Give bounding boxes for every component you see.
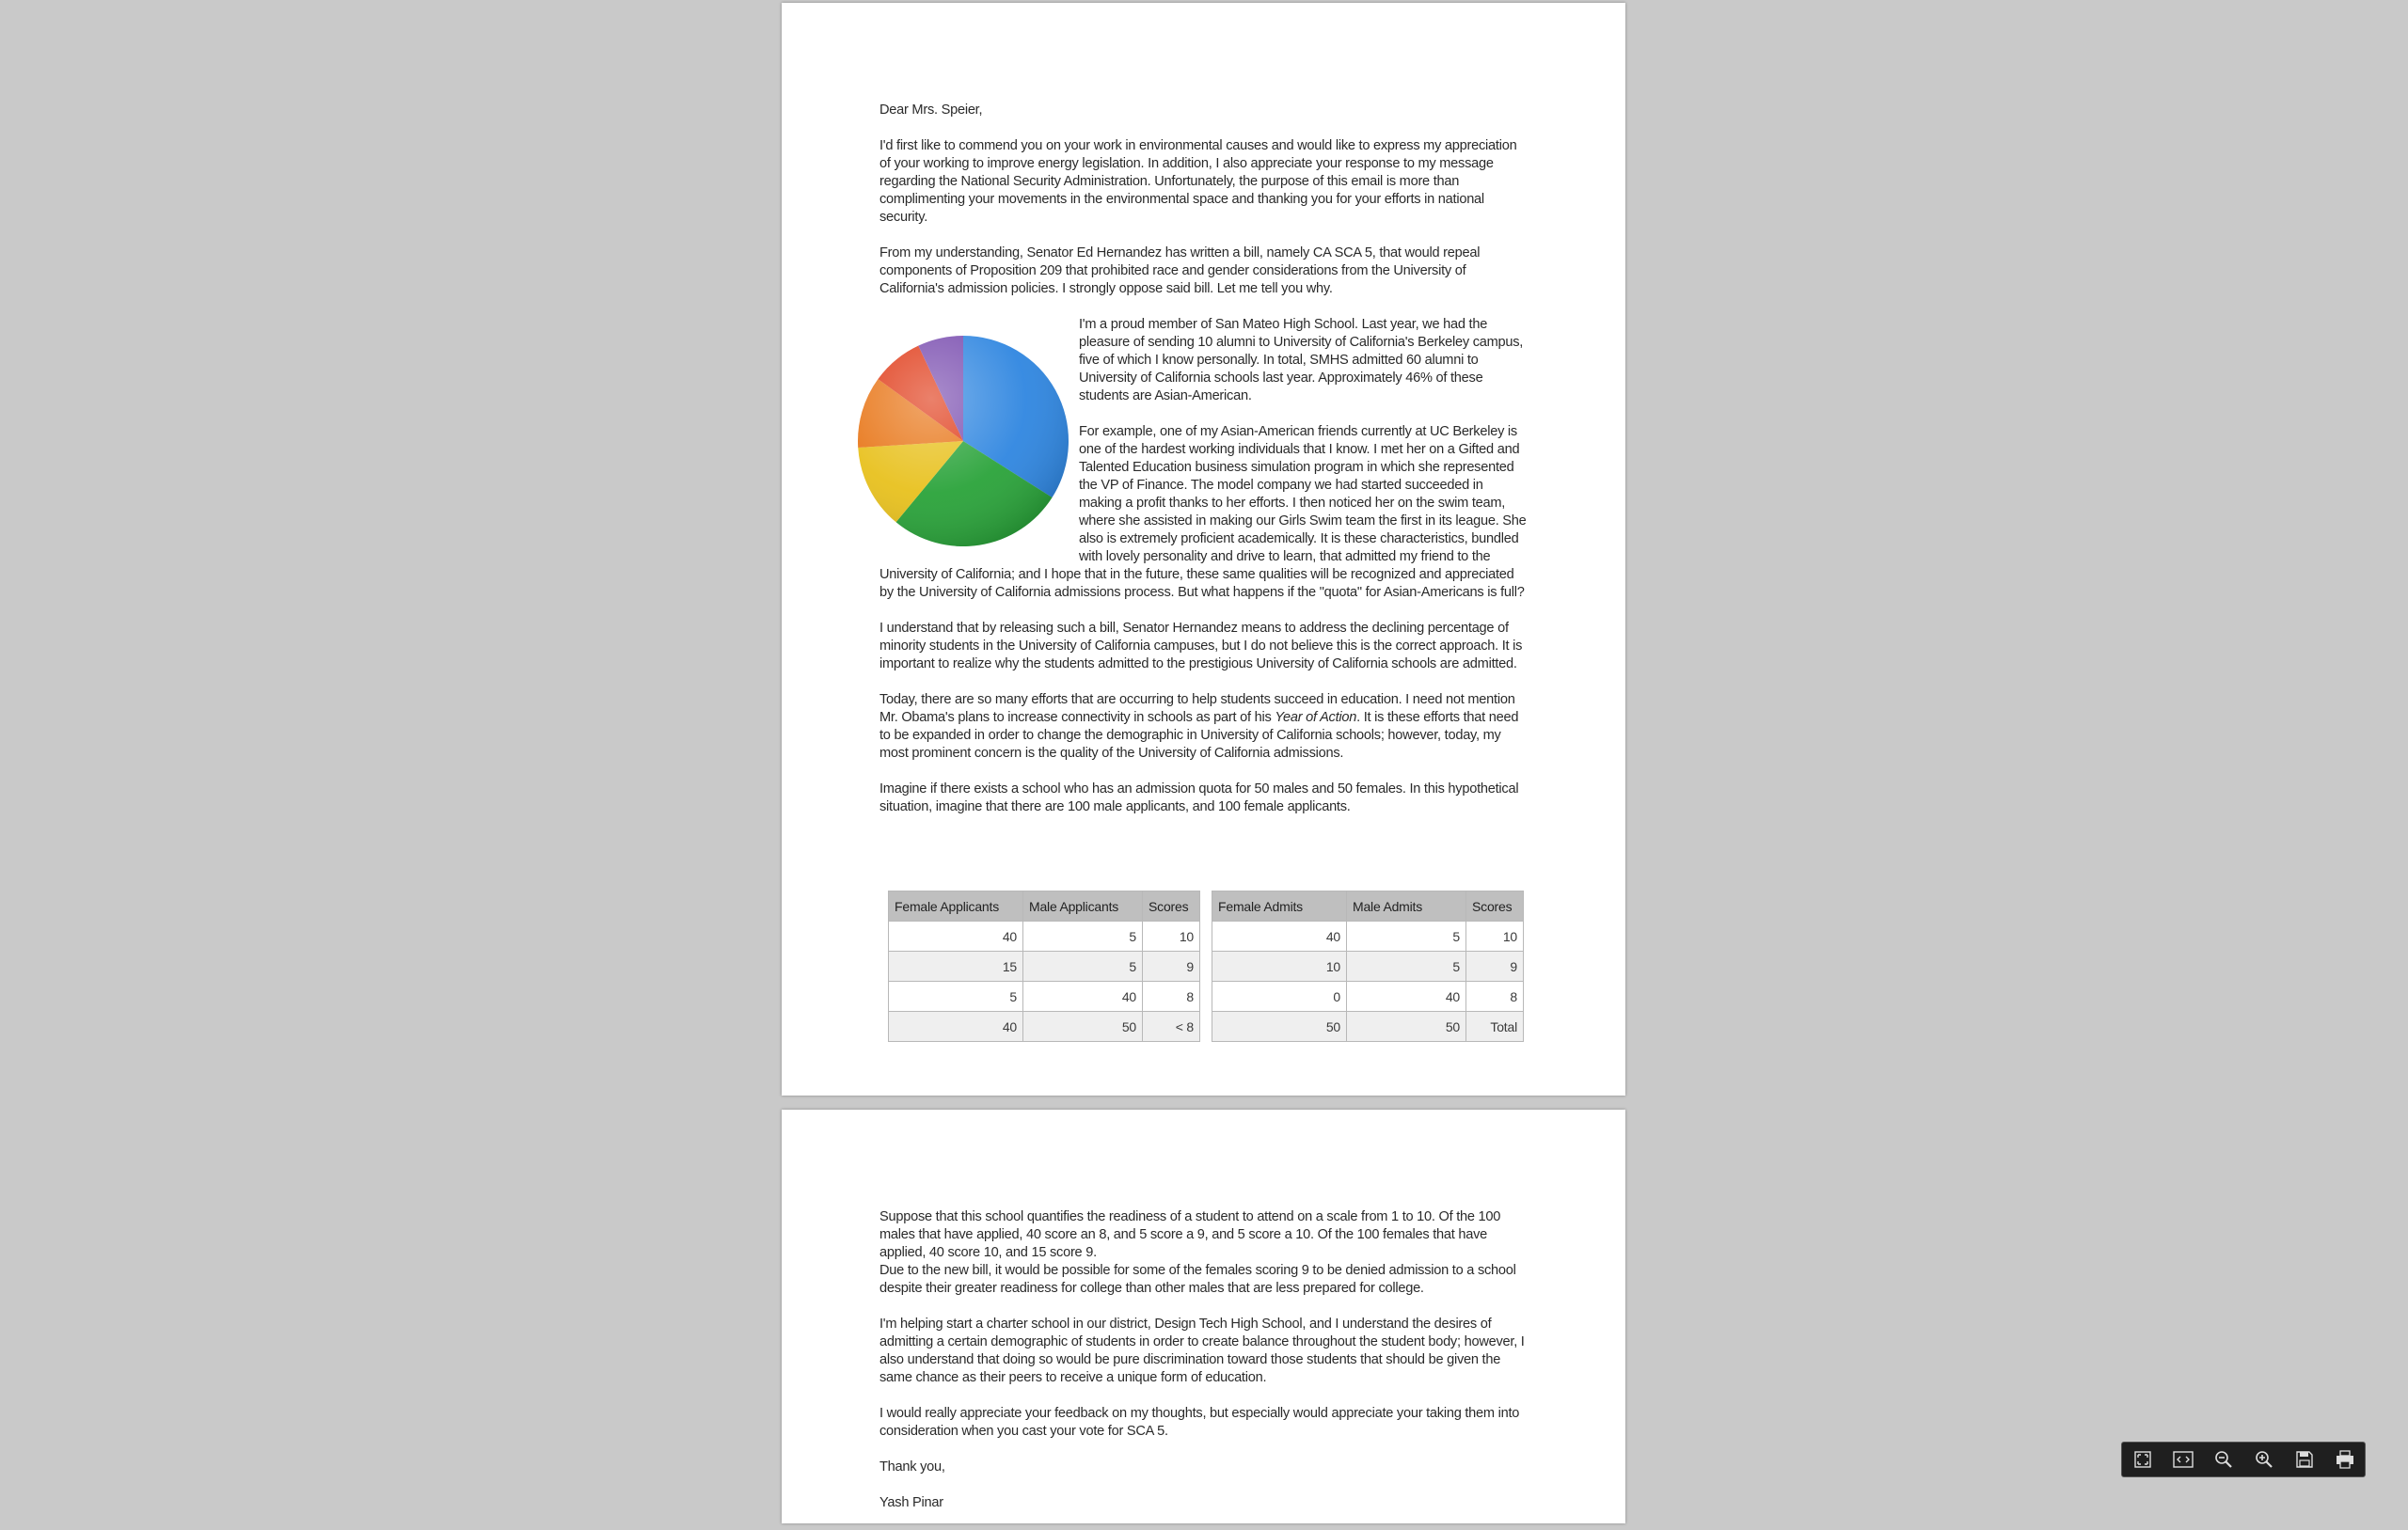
paragraph-1: I'd first like to commend you on your work in environmental causes and would like to express my appreciation of your working to improve energy legislation. In addition, I also appreciate your response to my message regarding the National Security Administration. Unfortunately, the purpose of this email is more than complimenting your movements in the environmental space and thanking you for your efforts in national security. (879, 138, 1517, 225)
table-row (889, 952, 1200, 982)
greeting: Dear Mrs. Speier, (879, 103, 983, 118)
table-cell: 8 (1143, 982, 1200, 1012)
document-page-1 (782, 3, 1625, 1096)
fit-page-button[interactable] (2127, 1445, 2159, 1474)
table-header: Female Admits (1212, 891, 1347, 922)
table-header: Scores (1466, 891, 1524, 922)
table-cell: 50 (1023, 1012, 1143, 1042)
score-tables (888, 891, 1528, 1041)
paragraph-3: I'm a proud member of San Mateo High School. Last year, we had the pleasure of sending 10 alumni to University of California's Berkeley campus, five of which I know personally. In total, SMHS admitted 60 alumni to University of California schools last year. Approximately 46% of these students are Asian-American. (1079, 317, 1524, 403)
table-header: Male Applicants (1023, 891, 1143, 922)
table-cell: 10 (1143, 922, 1200, 952)
table-cell: 40 (1023, 982, 1143, 1012)
table-cell: 40 (889, 1012, 1023, 1042)
zoom-out-button[interactable] (2208, 1445, 2240, 1474)
pie-chart-graphic (857, 335, 1069, 547)
table-header-row (1212, 891, 1524, 922)
table-cell: 15 (889, 952, 1023, 982)
table-row (1212, 982, 1524, 1012)
table-header: Female Applicants (889, 891, 1023, 922)
paragraph-8-end: Due to the new bill, it would be possible for some of the females scoring 9 to be denied admission to a school despite their greater readiness for college than other males that are less prepared for college. (879, 1263, 1516, 1296)
table-cell: 10 (1212, 952, 1347, 982)
table-cell: < 8 (1143, 1012, 1200, 1042)
signature: Yash Pinar (879, 1495, 943, 1510)
applicants-table (888, 891, 1200, 1042)
paragraph-9: I'm helping start a charter school in our district, Design Tech High School, and I understand the desires of admitting a certain demographic of students in order to create balance throughout the student body; however, I also understand that doing so would be pure discrimination toward those students that should be given the same chance as their peers to receive a unique form of education. (879, 1317, 1525, 1385)
table-cell: 40 (1212, 922, 1347, 952)
pie-chart (857, 335, 1069, 547)
save-button[interactable] (2289, 1445, 2321, 1474)
fit-page-icon (2132, 1449, 2153, 1470)
paragraph-7: Imagine if there exists a school who has an admission quota for 50 males and 50 females. In this hypothetical situation, imagine that there are 100 male applicants, and 100 female applicants. (879, 781, 1519, 814)
viewer-toolbar (2121, 1442, 2366, 1477)
table-row (1212, 1012, 1524, 1042)
table-header: Male Admits (1347, 891, 1466, 922)
paragraph-6-italic: Year of Action (1275, 710, 1357, 725)
letter-body-page-1 (879, 102, 1529, 834)
table-cell: 5 (1023, 952, 1143, 982)
table-cell: 5 (1347, 922, 1466, 952)
table-row (1212, 952, 1524, 982)
paragraph-6-start: Today, there are so many efforts that are occurring to help students succeed in education. I need not mention Mr. Obama's plans to increase connectivity in schools as part of his (879, 692, 1515, 725)
paragraph-6-end: . It is these efforts that need to be expanded in order to change the demographic in University of California schools; however, today, my most prominent concern is the quality of the University of California admissions. (879, 710, 1519, 761)
table-header-row (889, 891, 1200, 922)
table-cell: 40 (1347, 982, 1466, 1012)
table-cell: 9 (1143, 952, 1200, 982)
table-cell: 50 (1347, 1012, 1466, 1042)
navigate-pages-button[interactable] (2167, 1445, 2199, 1474)
letter-body-page-2 (879, 1208, 1529, 1530)
pie-shading (858, 336, 1069, 546)
paragraph-6 (879, 691, 1529, 763)
table-row (889, 982, 1200, 1012)
paragraph-8 (879, 1208, 1529, 1298)
paragraph-5: I understand that by releasing such a bill, Senator Hernandez means to address the declining percentage of minority students in the University of California campuses, but I do not believe this is the correct approach. It is important to realize why the students admitted to the prestigious University of California schools are admitted. (879, 621, 1523, 671)
paragraph-4: For example, one of my Asian-American friends currently at UC Berkeley is one of the hardest working individuals that I know. I met her on a Gifted and Talented Education business simulation program in which she represented the VP of Finance. The model company we had started succeeded in making a profit thanks to her efforts. I then noticed her on the swim team, where she assisted in making our Girls Swim team the first in its league. She also is extremely proficient academically. It is these characteristics, bundled with lovely personality and drive to learn, that admitted my friend to the University of California; and I hope that in the future, these same qualities will be recognized and appreciated by the University of California admissions process. But what happens if the "quota" for Asian-Americans is full? (879, 424, 1527, 600)
table-row (889, 1012, 1200, 1042)
table-cell: 5 (889, 982, 1023, 1012)
table-cell: 5 (1347, 952, 1466, 982)
zoom-out-icon (2213, 1449, 2234, 1470)
print-button[interactable] (2329, 1445, 2361, 1474)
table-cell: 40 (889, 922, 1023, 952)
table-header: Scores (1143, 891, 1200, 922)
save-icon (2294, 1449, 2315, 1470)
table-cell: 50 (1212, 1012, 1347, 1042)
print-icon (2335, 1449, 2355, 1470)
table-row (1212, 922, 1524, 952)
document-page-2 (782, 1110, 1625, 1523)
table-cell: Total (1466, 1012, 1524, 1042)
closing: Thank you, (879, 1459, 945, 1475)
table-cell: 0 (1212, 982, 1347, 1012)
table-cell: 8 (1466, 982, 1524, 1012)
zoom-in-icon (2254, 1449, 2274, 1470)
table-cell: 9 (1466, 952, 1524, 982)
admits-table (1212, 891, 1524, 1042)
table-row (889, 922, 1200, 952)
table-cell: 10 (1466, 922, 1524, 952)
navigate-pages-icon (2172, 1449, 2194, 1470)
paragraph-8-start: Suppose that this school quantifies the readiness of a student to attend on a scale from 1 to 10. Of the 100 males that have applied, 40 score an 8, and 5 score a 9, and 5 score a 10. Of the 100 females that have applied, 40 score 10, and 15 score 9. (879, 1209, 1501, 1260)
zoom-in-button[interactable] (2248, 1445, 2280, 1474)
paragraph-10: I would really appreciate your feedback on my thoughts, but especially would appreciate your taking them into consideration when you cast your vote for SCA 5. (879, 1406, 1520, 1439)
table-cell: 5 (1023, 922, 1143, 952)
paragraph-2: From my understanding, Senator Ed Hernandez has written a bill, namely CA SCA 5, that would repeal components of Proposition 209 that prohibited race and gender considerations from the University of California's admission policies. I strongly oppose said bill. Let me tell you why. (879, 245, 1481, 296)
